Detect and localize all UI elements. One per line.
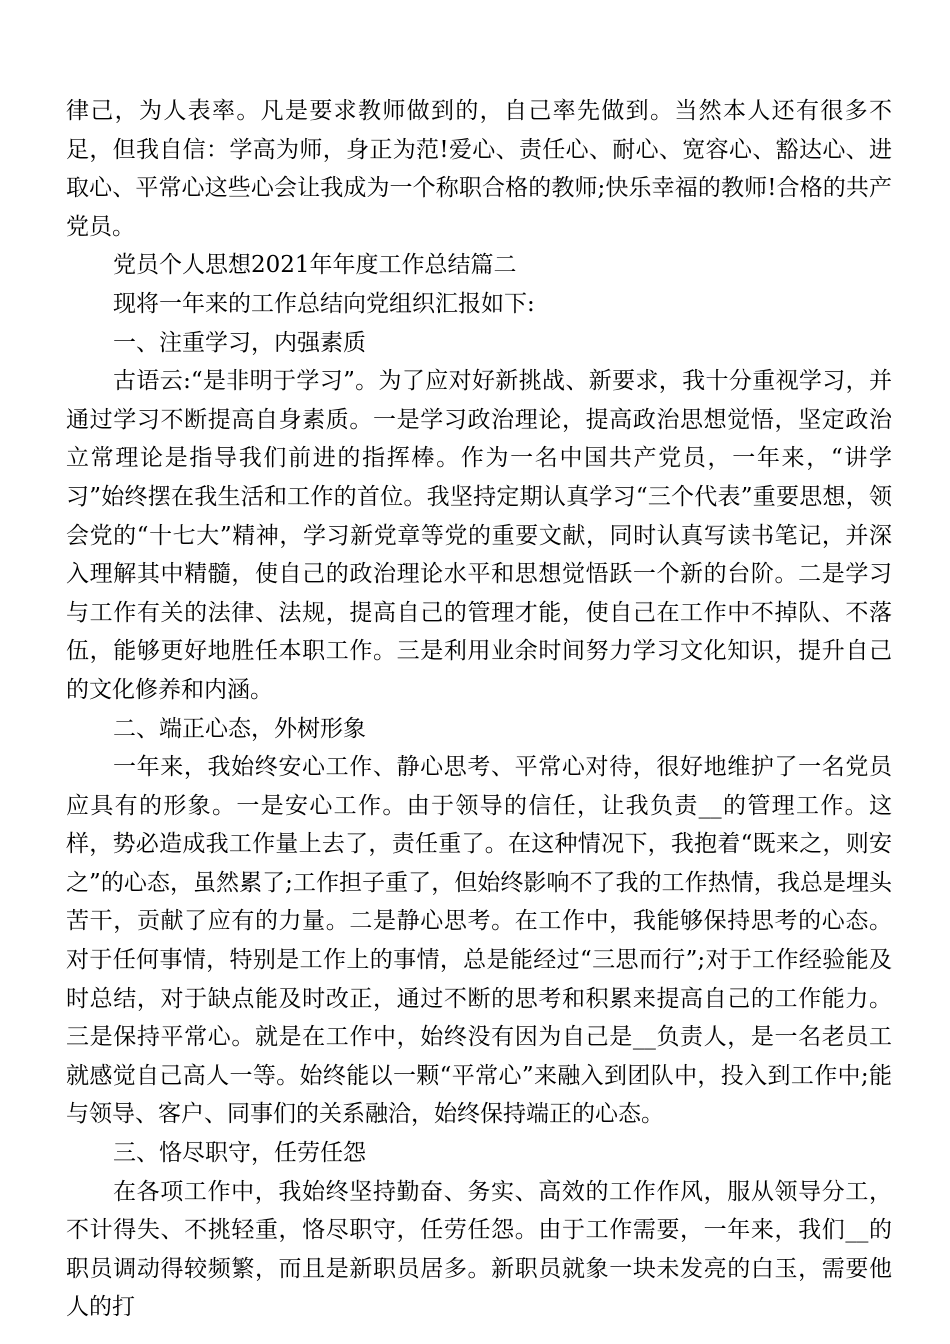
intro-paragraph: 现将一年来的工作总结向党组织汇报如下: xyxy=(113,290,535,317)
heading-attitude: 二、端正心态，外树形象 xyxy=(113,715,366,742)
paragraph-attitude: 一年来，我始终安心工作、静心思考、平常心对待，很好地维护了一名党员应具有的形象。一是安心工作。由于领导的信任，让我负责__的管理工作。这样，势必造成我工作量上去了，责任重了。在这种情况下，我抱着“既来之，则安之”的心态，虽然累了;工作担子重了，但始终影响不了我的工作热情，我总是埋头苦干，贡献了应有的力量。二是静心思考。在工作中，我能够保持思考的心态。对于任何事情，特别是工作上的事情，总是能经过“三思而行”;对于工作经验能及时总结，对于缺点能及时改正，通过不断的思考和积累来提高自己的工作能力。三是保持平常心。就是在工作中，始终没有因为自己是__负责人，是一名老员工就感觉自己高人一等。始终能以一颗“平常心”来融入到团队中，投入到工作中;能与领导、客户、同事们的关系融洽，始终保持端正的心态。 xyxy=(66,754,892,1128)
document-body xyxy=(66,92,892,1327)
heading-duty: 三、恪尽职守，任劳任怨 xyxy=(113,1140,366,1167)
paragraph-duty: 在各项工作中，我始终坚持勤奋、务实、高效的工作作风，服从领导分工，不计得失、不挑轻重，恪尽职守，任劳任怨。由于工作需要，一年来，我们__的职员调动得较频繁，而且是新职员居多。新职员就象一块未发亮的白玉，需要他人的打 xyxy=(66,1178,892,1321)
paragraph-continuation: 律己，为人表率。凡是要求教师做到的，自己率先做到。当然本人还有很多不足，但我自信：学高为师，身正为范!爱心、责任心、耐心、宽容心、豁达心、进取心、平常心这些心会让我成为一个称职合格的教师;快乐幸福的教师!合格的共产党员。 xyxy=(66,98,892,240)
heading-study: 一、注重学习，内强素质 xyxy=(113,329,366,356)
section-title: 党员个人思想2021年年度工作总结篇二 xyxy=(113,252,517,279)
paragraph-study: 古语云:“是非明于学习”。为了应对好新挑战、新要求，我十分重视学习，并通过学习不断提高自身素质。一是学习政治理论，提高政治思想觉悟，坚定政治立常理论是指导我们前进的指挥棒。作为一名中国共产党员，一年来，“讲学习”始终摆在我生活和工作的首位。我坚持定期认真学习“三个代表”重要思想，领会党的“十七大”精神，学习新党章等党的重要文献，同时认真写读书笔记，并深入理解其中精髓，使自己的政治理论水平和思想觉悟跃一个新的台阶。二是学习与工作有关的法律、法规，提高自己的管理才能，使自己在工作中不掉队、不落伍，能够更好地胜任本职工作。三是利用业余时间努力学习文化知识，提升自己的文化修养和内涵。 xyxy=(66,368,892,703)
